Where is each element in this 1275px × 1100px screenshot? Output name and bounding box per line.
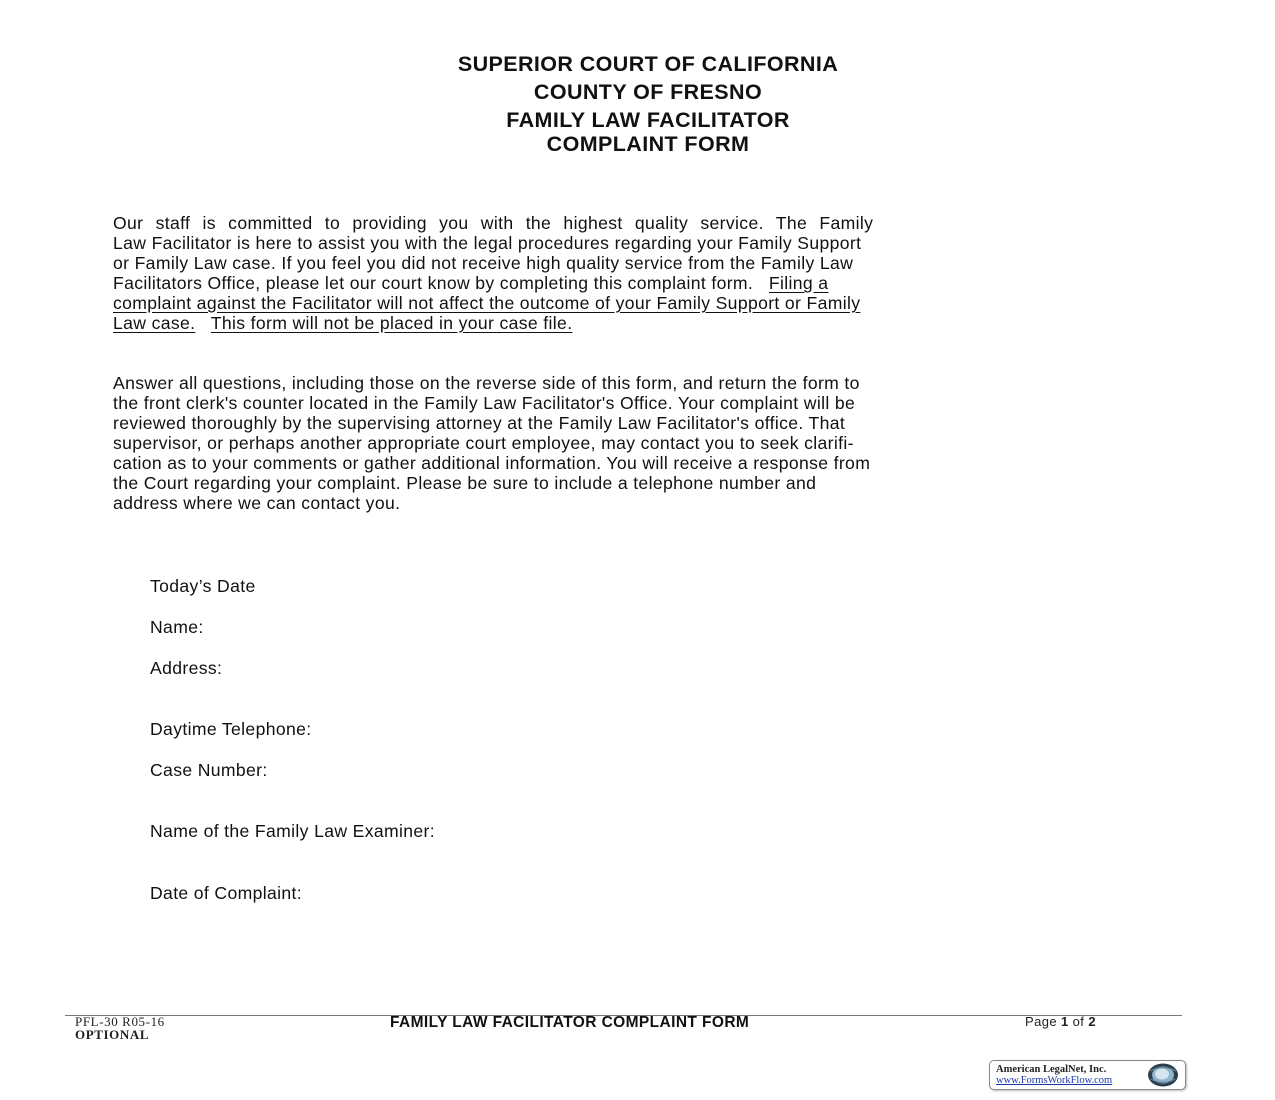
- footer-form-title: FAMILY LAW FACILITATOR COMPLAINT FORM: [390, 1014, 750, 1031]
- examiner-name-label: Name of the Family Law Examiner:: [150, 821, 435, 841]
- intro-line: Law Facilitator is here to assist you with the legal procedures regarding your Family Support: [113, 233, 862, 253]
- instructions-line: address where we can contact you.: [113, 493, 401, 513]
- underlined-notice: Filing a: [768, 273, 829, 293]
- intro-line: [113, 313, 1158, 333]
- facilitator-heading: FAMILY LAW FACILITATOR: [506, 108, 790, 132]
- instructions-line: reviewed thoroughly by the supervising attorney at the Family Law Facilitator's office. That: [113, 413, 846, 433]
- intro-line: or Family Law case. If you feel you did not receive high quality service from the Family Law: [113, 253, 854, 273]
- badge-url-link[interactable]: www.FormsWorkFlow.com: [996, 1075, 1113, 1086]
- instructions-line: Answer all questions, including those on the reverse side of this form, and return the form to: [113, 373, 860, 393]
- page-label: Page: [1025, 1014, 1057, 1029]
- instructions-line: cation as to your comments or gather additional information. You will receive a response from: [113, 453, 871, 473]
- date-of-complaint-label: Date of Complaint:: [150, 883, 303, 903]
- form-code: PFL-30 R05-16: [75, 1014, 165, 1029]
- court-name-heading: SUPERIOR COURT OF CALIFORNIA: [457, 52, 839, 76]
- american-legalnet-badge[interactable]: [989, 1060, 1186, 1090]
- page-total: 2: [1088, 1014, 1096, 1029]
- name-label: Name:: [150, 617, 204, 637]
- instructions-paragraph: [113, 373, 1158, 513]
- globe-logo-icon: [1147, 1063, 1179, 1087]
- intro-paragraph: [113, 213, 1158, 333]
- daytime-telephone-label: Daytime Telephone:: [150, 719, 312, 739]
- intro-line: Our staff is committed to providing you with the highest quality service. The Family: [113, 213, 874, 233]
- case-number-label: Case Number:: [150, 760, 268, 780]
- page-of: of: [1072, 1014, 1085, 1029]
- underlined-notice: This form will not be placed in your case file.: [210, 313, 573, 333]
- form-title-heading: COMPLAINT FORM: [546, 132, 750, 156]
- intro-line-text: Facilitators Office, please let our court know by completing this complaint form.: [113, 273, 754, 293]
- county-heading: COUNTY OF FRESNO: [533, 80, 763, 104]
- address-label: Address:: [150, 658, 223, 678]
- todays-date-label: Today’s Date: [150, 576, 256, 596]
- instructions-line: the Court regarding your complaint. Please be sure to include a telephone number and: [113, 473, 817, 493]
- optional-label: OPTIONAL: [75, 1027, 150, 1042]
- instructions-line: supervisor, or perhaps another appropriate court employee, may contact you to seek clarifi-: [113, 433, 854, 453]
- underlined-notice: Law case.: [113, 313, 196, 333]
- page-current: 1: [1060, 1014, 1069, 1029]
- badge-company-name: American LegalNet, Inc.: [996, 1064, 1107, 1075]
- underlined-notice: complaint against the Facilitator will not affect the outcome of your Family Support or Family: [113, 293, 861, 313]
- intro-line: [113, 273, 1158, 293]
- page-indicator: [1025, 1014, 1096, 1029]
- instructions-line: the front clerk's counter located in the Family Law Facilitator's Office. Your complaint will be: [113, 393, 856, 413]
